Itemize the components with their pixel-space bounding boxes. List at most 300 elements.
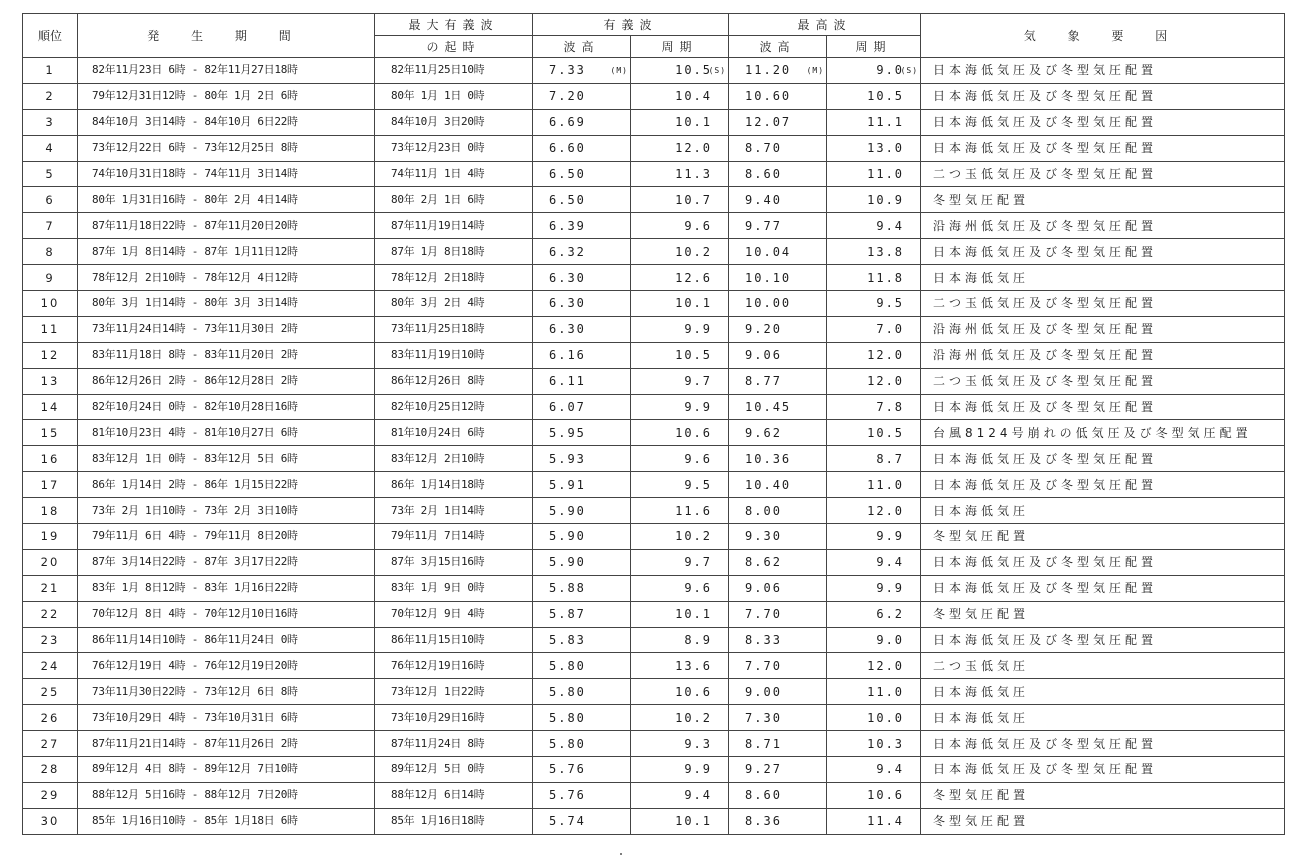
table-row — [23, 239, 1285, 265]
sig-height-cell — [533, 782, 631, 808]
max-height-cell-text: 10.10 — [745, 270, 792, 285]
rank-cell — [23, 291, 78, 317]
period-cell — [78, 705, 375, 731]
sig-period-cell-text: 10.2 — [675, 244, 713, 259]
period-cell-text: 87年11月21日14時 - 87年11月26日 2時 — [92, 736, 298, 750]
cause-cell — [921, 394, 1285, 420]
sig-period-cell-text: 9.9 — [684, 762, 713, 777]
sig-period-cell-text: 10.1 — [675, 607, 713, 622]
sig-height-cell — [533, 808, 631, 834]
peak-time-cell — [375, 679, 533, 705]
sig-period-cell-text: 9.9 — [684, 322, 713, 337]
sig-period-cell — [631, 705, 729, 731]
period-cell — [78, 368, 375, 394]
rank-cell-text: 1 — [45, 63, 55, 78]
period-cell — [78, 653, 375, 679]
cause-cell-text: 二つ玉低気圧及び冬型気圧配置 — [933, 374, 1158, 389]
peak-time-cell-text: 81年10月24日 6時 — [391, 425, 485, 439]
cause-cell — [921, 420, 1285, 446]
sig-height-cell-text: 5.95 — [549, 425, 586, 440]
max-period-cell — [827, 342, 921, 368]
peak-time-cell — [375, 187, 533, 213]
max-height-cell-text: 8.36 — [745, 814, 782, 829]
period-cell-text: 86年12月26日 2時 - 86年12月28日 2時 — [92, 374, 298, 388]
peak-time-cell-text: 82年11月25日10時 — [391, 63, 485, 77]
sig-height-cell-text: 6.11 — [549, 374, 586, 389]
sig-period-cell-text: 11.3 — [675, 167, 713, 181]
sig-period-cell — [631, 342, 729, 368]
sig-height-cell — [533, 239, 631, 265]
max-height-cell-text: 12.07 — [745, 115, 792, 130]
rank-cell-text: 8 — [45, 244, 55, 259]
sig-height-cell — [533, 627, 631, 653]
sig-height-cell — [533, 679, 631, 705]
rank-cell-text: 2 — [45, 89, 55, 104]
max-height-cell-text: 8.33 — [745, 633, 782, 648]
sig-period-cell-text: 9.9 — [684, 400, 713, 415]
max-height-cell — [729, 498, 827, 524]
max-period-cell-text: 9.4 — [876, 555, 905, 570]
cause-cell — [921, 265, 1285, 291]
sig-period-cell — [631, 239, 729, 265]
rank-cell-text: 14 — [40, 400, 60, 415]
rank-cell-text: 4 — [45, 141, 55, 156]
table-row — [23, 524, 1285, 550]
peak-time-cell-text: 82年10月25日12時 — [391, 400, 485, 414]
cause-cell — [921, 472, 1285, 498]
peak-time-cell-text: 73年11月25日18時 — [391, 322, 485, 336]
peak-time-cell-text: 87年 1月 8日18時 — [391, 244, 485, 258]
rank-cell-text: 30 — [40, 814, 60, 829]
rank-cell — [23, 394, 78, 420]
period-cell-text: 80年 1月31日16時 - 80年 2月 4日14時 — [92, 192, 298, 206]
max-height-cell — [729, 524, 827, 550]
sig-height-cell-text: 6.32 — [549, 244, 586, 259]
cause-cell-text: 日本海低気圧及び冬型気圧配置 — [933, 477, 1158, 492]
period-cell-text: 80年 3月 1日14時 - 80年 3月 3日14時 — [92, 296, 298, 310]
sig-period-cell — [631, 757, 729, 783]
rank-cell — [23, 731, 78, 757]
period-cell-text: 86年 1月14日 2時 - 86年 1月15日22時 — [92, 477, 298, 491]
sig-height-cell — [533, 524, 631, 550]
peak-time-cell-text: 87年11月19日14時 — [391, 218, 485, 232]
peak-time-cell — [375, 472, 533, 498]
header-max-period — [827, 36, 921, 58]
sig-height-cell — [533, 83, 631, 109]
wave-ranking-document — [22, 13, 1284, 835]
peak-time-cell-text: 89年12月 5日 0時 — [391, 762, 485, 776]
peak-time-cell-text: 73年12月 1日22時 — [391, 684, 485, 698]
max-period-cell-text: 9.9 — [876, 581, 905, 596]
max-period-cell-text: 8.7 — [876, 451, 905, 466]
max-period-cell-text: 10.3 — [867, 736, 905, 751]
rank-cell — [23, 239, 78, 265]
peak-time-cell — [375, 83, 533, 109]
table-row — [23, 498, 1285, 524]
max-height-cell-text: 8.71 — [745, 736, 782, 751]
period-cell — [78, 808, 375, 834]
max-period-cell-text: 13.0 — [867, 141, 905, 156]
table-row — [23, 705, 1285, 731]
sig-height-cell — [533, 549, 631, 575]
max-period-cell — [827, 420, 921, 446]
rank-cell-text: 22 — [40, 607, 60, 622]
rank-cell — [23, 83, 78, 109]
peak-time-cell-text: 83年11月19日10時 — [391, 348, 485, 362]
rank-cell-text: 15 — [40, 425, 60, 440]
period-cell — [78, 187, 375, 213]
sig-period-cell-text: 9.7 — [684, 555, 713, 570]
peak-time-cell — [375, 575, 533, 601]
period-cell — [78, 679, 375, 705]
table-row — [23, 368, 1285, 394]
max-period-cell-text: 9.4 — [876, 218, 905, 233]
rank-cell — [23, 705, 78, 731]
table-row — [23, 187, 1285, 213]
max-period-cell-text: 11.0 — [867, 684, 905, 699]
table-row — [23, 394, 1285, 420]
peak-time-cell — [375, 498, 533, 524]
max-period-cell — [827, 808, 921, 834]
max-height-cell — [729, 265, 827, 291]
max-period-cell-text: 9.0 — [876, 633, 905, 648]
rank-cell — [23, 472, 78, 498]
period-cell-text: 83年11月18日 8時 - 83年11月20日 2時 — [92, 348, 298, 362]
peak-time-cell — [375, 446, 533, 472]
max-period-cell-text: 12.0 — [867, 348, 905, 363]
sig-period-cell-text: 9.6 — [684, 451, 713, 466]
max-height-cell-text: 8.70 — [745, 141, 782, 156]
cause-cell — [921, 316, 1285, 342]
max-period-cell — [827, 498, 921, 524]
cause-cell-text: 二つ玉低気圧 — [933, 658, 1030, 673]
cause-cell-text: 二つ玉低気圧及び冬型気圧配置 — [933, 296, 1158, 311]
rank-cell-text: 11 — [40, 322, 60, 337]
peak-time-cell — [375, 213, 533, 239]
sig-period-cell — [631, 782, 729, 808]
table-row — [23, 83, 1285, 109]
max-height-cell — [729, 109, 827, 135]
period-cell — [78, 472, 375, 498]
cause-cell-text: 沿海州低気圧及び冬型気圧配置 — [933, 218, 1158, 233]
table-row — [23, 109, 1285, 135]
cause-cell-text: 日本海低気圧及び冬型気圧配置 — [933, 244, 1158, 259]
header-period-label: 発 生 期 間 — [147, 28, 305, 43]
max-height-cell — [729, 653, 827, 679]
max-period-cell-text: 9.4 — [876, 762, 905, 777]
sig-height-cell — [533, 316, 631, 342]
max-period-cell — [827, 58, 921, 84]
max-height-cell — [729, 394, 827, 420]
max-height-cell — [729, 342, 827, 368]
cause-cell — [921, 135, 1285, 161]
peak-time-cell — [375, 135, 533, 161]
max-height-cell — [729, 705, 827, 731]
cause-cell-text: 二つ玉低気圧及び冬型気圧配置 — [933, 167, 1158, 181]
table-row — [23, 291, 1285, 317]
sig-height-cell-text: 5.80 — [549, 710, 586, 725]
cause-cell-text: 日本海低気圧及び冬型気圧配置 — [933, 581, 1158, 596]
header-cause — [921, 14, 1285, 58]
rank-cell — [23, 109, 78, 135]
header-max-period-label: 周期 — [855, 39, 892, 54]
sig-height-cell — [533, 575, 631, 601]
max-height-cell — [729, 213, 827, 239]
period-cell-text: 73年11月24日14時 - 73年11月30日 2時 — [92, 322, 298, 336]
table-row — [23, 446, 1285, 472]
table-row — [23, 808, 1285, 834]
peak-time-cell-text: 84年10月 3日20時 — [391, 115, 485, 129]
sig-height-cell — [533, 601, 631, 627]
rank-cell — [23, 757, 78, 783]
cause-cell-text: 日本海低気圧及び冬型気圧配置 — [933, 141, 1158, 156]
max-period-cell — [827, 653, 921, 679]
peak-time-cell-text: 87年11月24日 8時 — [391, 736, 485, 750]
peak-time-cell-text: 73年12月23日 0時 — [391, 141, 485, 155]
cause-cell — [921, 757, 1285, 783]
peak-time-cell-text: 80年 3月 2日 4時 — [391, 296, 485, 310]
max-period-cell — [827, 782, 921, 808]
max-period-cell — [827, 239, 921, 265]
sig-period-cell-text: 10.1 — [675, 296, 713, 311]
rank-cell-text: 26 — [40, 710, 60, 725]
max-height-cell-text: 10.60 — [745, 89, 792, 104]
rank-cell-text: 5 — [45, 167, 55, 181]
rank-cell — [23, 498, 78, 524]
cause-cell — [921, 498, 1285, 524]
peak-time-cell-text: 83年 1月 9日 0時 — [391, 581, 485, 595]
sig-height-cell — [533, 705, 631, 731]
unit-seconds: (S) — [900, 66, 919, 75]
cause-cell — [921, 446, 1285, 472]
peak-time-cell-text: 73年 2月 1日14時 — [391, 503, 485, 517]
sig-height-cell-text: 5.88 — [549, 581, 586, 596]
rank-cell — [23, 808, 78, 834]
cause-cell — [921, 627, 1285, 653]
period-cell-text: 87年11月18日22時 - 87年11月20日20時 — [92, 218, 298, 232]
max-period-cell-text: 11.0 — [867, 167, 905, 181]
sig-period-cell — [631, 420, 729, 446]
cause-cell-text: 日本海低気圧 — [933, 684, 1030, 699]
sig-period-cell — [631, 601, 729, 627]
max-period-cell-text: 7.0 — [876, 322, 905, 337]
max-height-cell — [729, 83, 827, 109]
max-height-cell — [729, 291, 827, 317]
sig-height-cell — [533, 187, 631, 213]
sig-height-cell-text: 6.69 — [549, 115, 586, 130]
sig-height-cell — [533, 653, 631, 679]
rank-cell — [23, 679, 78, 705]
header-peak-time-label2: の起時 — [426, 39, 481, 54]
max-height-cell-text: 11.20 — [745, 63, 792, 78]
cause-cell — [921, 653, 1285, 679]
peak-time-cell — [375, 316, 533, 342]
sig-height-cell-text: 6.07 — [549, 400, 586, 415]
max-period-cell — [827, 316, 921, 342]
max-period-cell-text: 10.0 — [867, 710, 905, 725]
max-height-cell-text: 8.60 — [745, 167, 782, 181]
max-period-cell — [827, 679, 921, 705]
rank-cell — [23, 161, 78, 187]
sig-height-cell-text: 7.33 — [549, 63, 586, 78]
rank-cell — [23, 601, 78, 627]
table-row — [23, 601, 1285, 627]
sig-height-cell — [533, 394, 631, 420]
max-height-cell — [729, 135, 827, 161]
period-cell-text: 89年12月 4日 8時 - 89年12月 7日10時 — [92, 762, 298, 776]
cause-cell — [921, 524, 1285, 550]
sig-period-cell — [631, 135, 729, 161]
max-period-cell-text: 12.0 — [867, 658, 905, 673]
sig-height-cell-text: 6.39 — [549, 218, 586, 233]
table-row — [23, 265, 1285, 291]
max-period-cell-text: 11.0 — [867, 477, 905, 492]
scan-speck — [620, 853, 622, 855]
sig-period-cell-text: 13.6 — [675, 658, 713, 673]
table-row — [23, 316, 1285, 342]
period-cell-text: 78年12月 2日10時 - 78年12月 4日12時 — [92, 270, 298, 284]
max-period-cell-text: 11.8 — [867, 270, 905, 285]
sig-period-cell-text: 10.5 — [675, 63, 713, 78]
max-height-cell-text: 9.30 — [745, 529, 782, 544]
sig-height-cell — [533, 109, 631, 135]
period-cell-text: 79年12月31日12時 - 80年 1月 2日 6時 — [92, 89, 298, 103]
max-period-cell — [827, 291, 921, 317]
max-height-cell — [729, 757, 827, 783]
period-cell-text: 83年 1月 8日12時 - 83年 1月16日22時 — [92, 581, 298, 595]
peak-time-cell — [375, 394, 533, 420]
peak-time-cell — [375, 627, 533, 653]
rank-cell-text: 20 — [40, 555, 60, 570]
rank-cell-text: 9 — [45, 270, 55, 285]
sig-period-cell-text: 10.5 — [675, 348, 713, 363]
sig-period-cell-text: 9.7 — [684, 374, 713, 389]
rank-cell — [23, 524, 78, 550]
peak-time-cell-text: 80年 1月 1日 0時 — [391, 89, 485, 103]
max-period-cell — [827, 135, 921, 161]
sig-period-cell — [631, 394, 729, 420]
peak-time-cell-text: 85年 1月16日18時 — [391, 814, 485, 828]
header-peak-time-line1 — [375, 14, 533, 36]
peak-time-cell-text: 87年 3月15日16時 — [391, 555, 485, 569]
max-height-cell — [729, 239, 827, 265]
cause-cell-text: 冬型気圧配置 — [933, 192, 1030, 207]
period-cell — [78, 498, 375, 524]
header-rank: 順位 — [23, 14, 78, 58]
rank-cell-text: 21 — [40, 581, 60, 596]
sig-height-cell-text: 6.16 — [549, 348, 586, 363]
table-row — [23, 679, 1285, 705]
cause-cell-text: 日本海低気圧及び冬型気圧配置 — [933, 89, 1158, 104]
max-height-cell-text: 8.00 — [745, 503, 782, 518]
peak-time-cell — [375, 549, 533, 575]
sig-height-cell — [533, 420, 631, 446]
max-period-cell-text: 6.2 — [876, 607, 905, 622]
sig-height-cell-text: 6.50 — [549, 167, 586, 181]
max-height-cell-text: 7.70 — [745, 658, 782, 673]
sig-period-cell — [631, 446, 729, 472]
header-max-height-label: 波高 — [759, 39, 796, 54]
period-cell-text: 73年 2月 1日10時 - 73年 2月 3日10時 — [92, 503, 298, 517]
sig-height-cell — [533, 368, 631, 394]
max-height-cell-text: 9.00 — [745, 684, 782, 699]
cause-cell — [921, 782, 1285, 808]
sig-height-cell — [533, 161, 631, 187]
max-height-cell-text: 8.60 — [745, 788, 782, 803]
period-cell-text: 85年 1月16日10時 - 85年 1月18日 6時 — [92, 814, 298, 828]
rank-cell-text: 29 — [40, 788, 60, 803]
cause-cell — [921, 549, 1285, 575]
sig-height-cell — [533, 213, 631, 239]
peak-time-cell — [375, 653, 533, 679]
period-cell — [78, 524, 375, 550]
sig-period-cell-text: 10.1 — [675, 814, 713, 829]
peak-time-cell-text: 86年12月26日 8時 — [391, 374, 485, 388]
period-cell — [78, 265, 375, 291]
period-cell — [78, 239, 375, 265]
cause-cell-text: 冬型気圧配置 — [933, 607, 1030, 622]
rank-cell-text: 12 — [40, 348, 60, 363]
sig-height-cell-text: 5.90 — [549, 503, 586, 518]
sig-height-cell-text: 6.30 — [549, 322, 586, 337]
sig-height-cell-text: 5.90 — [549, 529, 586, 544]
header-sig-period — [631, 36, 729, 58]
cause-cell-text: 日本海低気圧及び冬型気圧配置 — [933, 633, 1158, 648]
period-cell — [78, 731, 375, 757]
sig-period-cell — [631, 679, 729, 705]
period-cell — [78, 161, 375, 187]
sig-period-cell — [631, 109, 729, 135]
max-height-cell — [729, 782, 827, 808]
max-period-cell — [827, 187, 921, 213]
max-height-cell-text: 8.62 — [745, 555, 782, 570]
max-height-cell — [729, 446, 827, 472]
period-cell-text: 87年 1月 8日14時 - 87年 1月11日12時 — [92, 244, 298, 258]
rank-cell — [23, 782, 78, 808]
period-cell — [78, 782, 375, 808]
max-height-cell — [729, 161, 827, 187]
sig-period-cell — [631, 472, 729, 498]
sig-period-cell — [631, 549, 729, 575]
sig-period-cell — [631, 316, 729, 342]
cause-cell — [921, 342, 1285, 368]
table-header — [23, 14, 1285, 58]
period-cell-text: 82年10月24日 0時 - 82年10月28日16時 — [92, 400, 298, 414]
sig-height-cell — [533, 291, 631, 317]
period-cell — [78, 627, 375, 653]
table-row — [23, 58, 1285, 84]
cause-cell — [921, 368, 1285, 394]
max-height-cell-text: 9.62 — [745, 425, 782, 440]
period-cell-text: 79年11月 6日 4時 - 79年11月 8日20時 — [92, 529, 298, 543]
cause-cell — [921, 291, 1285, 317]
sig-height-cell-text: 6.50 — [549, 192, 586, 207]
sig-height-cell-text: 5.90 — [549, 555, 586, 570]
max-height-cell-text: 10.45 — [745, 400, 792, 415]
max-height-cell — [729, 472, 827, 498]
sig-period-cell-text: 9.5 — [684, 477, 713, 492]
table-row — [23, 472, 1285, 498]
sig-period-cell-text: 9.6 — [684, 581, 713, 596]
cause-cell — [921, 731, 1285, 757]
sig-period-cell-text: 10.1 — [675, 115, 713, 130]
period-cell-text: 74年10月31日18時 - 74年11月 3日14時 — [92, 167, 298, 180]
max-period-cell-text: 10.5 — [867, 89, 905, 104]
max-period-cell-text: 12.0 — [867, 503, 905, 518]
header-max-wave-label: 最高波 — [797, 17, 852, 32]
peak-time-cell — [375, 161, 533, 187]
max-height-cell-text: 9.06 — [745, 581, 782, 596]
